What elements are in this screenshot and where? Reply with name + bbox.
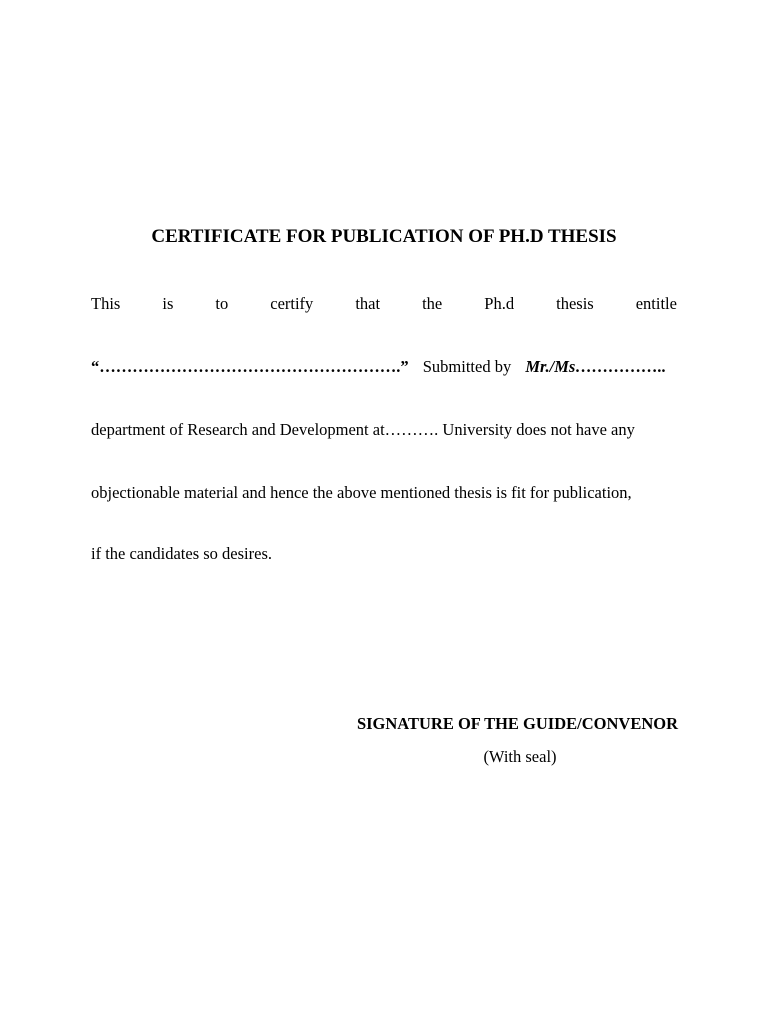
word: is: [162, 294, 174, 313]
body-line-5: if the candidates so desires.: [91, 544, 272, 563]
body-line-2: [91, 356, 677, 378]
word: to: [215, 294, 229, 313]
thesis-title-blank: “……………………………………………….”: [91, 357, 409, 376]
word: the: [422, 294, 443, 313]
word: This: [91, 294, 121, 313]
body-line-3: department of Research and Development at………. University does not have any: [91, 420, 635, 439]
word: Ph.d: [484, 294, 515, 313]
word: entitle: [635, 294, 677, 313]
signature-label: SIGNATURE OF THE GUIDE/CONVENOR: [356, 714, 678, 733]
word: thesis: [556, 294, 594, 313]
body-line-1: [91, 293, 677, 315]
body-line-4: objectionable material and hence the above mentioned thesis is fit for publication,: [91, 483, 632, 502]
seal-note: (With seal): [483, 747, 557, 766]
word: that: [355, 294, 381, 313]
candidate-name-blank: Mr./Ms……………..: [525, 357, 667, 376]
certificate-title: CERTIFICATE FOR PUBLICATION OF PH.D THESIS: [151, 226, 617, 247]
word: certify: [270, 294, 314, 313]
submitted-by-text: Submitted by: [422, 357, 512, 376]
